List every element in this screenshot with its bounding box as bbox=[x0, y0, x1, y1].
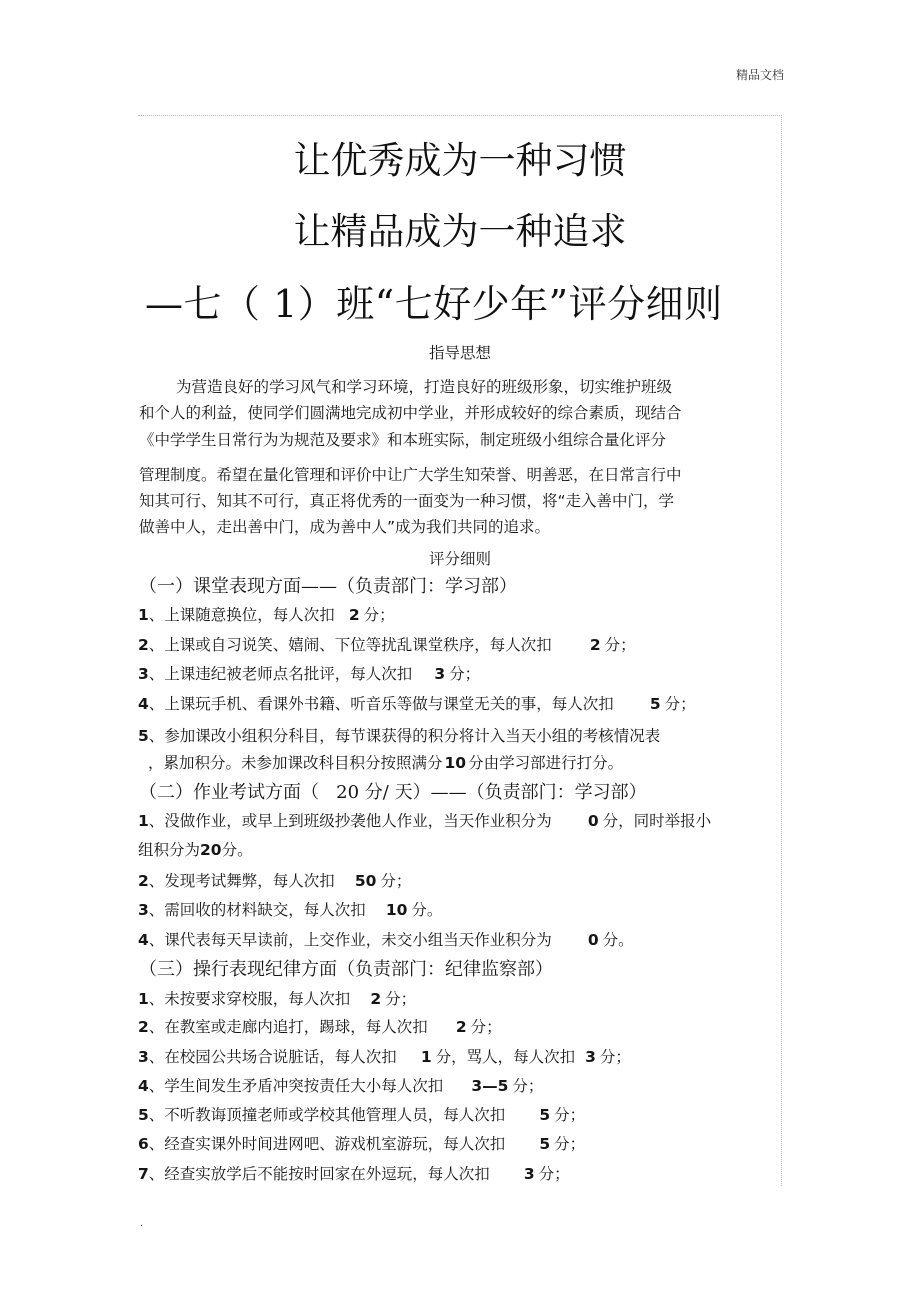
guidance-heading: 指导思想 bbox=[428, 344, 491, 362]
s1-item-4 bbox=[138, 692, 696, 714]
item-suffix: 分； bbox=[604, 636, 636, 654]
item-value: 20 bbox=[200, 841, 222, 859]
item-number: 4 bbox=[138, 1077, 149, 1095]
item-suffix: 分由学习部进行打分。 bbox=[468, 754, 624, 772]
item-value: 5 bbox=[649, 695, 661, 713]
item-value: 3—5 bbox=[471, 1077, 509, 1095]
item-text: 、在校园公共场合说脏话，每人次扣 bbox=[148, 1048, 397, 1066]
item-text: 、没做作业，或早上到班级抄袭他人作业，当天作业积分为 bbox=[148, 812, 552, 830]
footer-dot: . bbox=[140, 1218, 144, 1229]
s3-item-1 bbox=[138, 987, 416, 1009]
item-value: 2 bbox=[455, 1018, 467, 1036]
item-value: 2 bbox=[589, 636, 601, 654]
item-number: 1 bbox=[138, 606, 149, 624]
item-number: 4 bbox=[138, 931, 149, 949]
title-line-3: —七（ 1）班“七好少年”评分细则 bbox=[145, 282, 723, 326]
item-suffix: 分，骂人，每人次扣 bbox=[435, 1048, 576, 1066]
item-value-2: 3 bbox=[585, 1048, 596, 1066]
guidance-line-3: 《中学学生日常行为为规范及要求》和本班实际，制定班级小组综合量化评分 bbox=[139, 431, 667, 449]
item-suffix: 分。 bbox=[411, 901, 443, 919]
item-text: ，累加积分。未参加课改科目积分按照满分 bbox=[148, 754, 443, 772]
item-text: 、参加课改小组积分科目，每节课获得的积分将计入当天小组的考核情况表 bbox=[148, 727, 661, 745]
item-text: 、在教室或走廊内追打，踢球，每人次扣 bbox=[148, 1018, 428, 1036]
item-number: 5 bbox=[138, 727, 149, 745]
title-line-1: 让优秀成为一种习惯 bbox=[293, 139, 627, 182]
s1-item-5-continued bbox=[148, 751, 623, 773]
item-text: 、需回收的材料缺交，每人次扣 bbox=[148, 901, 366, 919]
guidance-line-6: 做善中人，走出善中门，成为善中人”成为我们共同的追求。 bbox=[139, 518, 551, 536]
s3-item-5 bbox=[138, 1103, 585, 1125]
s3-item-3 bbox=[138, 1045, 631, 1067]
s1-item-1 bbox=[138, 603, 395, 625]
item-text: 、发现考试舞弊，每人次扣 bbox=[148, 872, 335, 890]
item-value: 5 bbox=[539, 1106, 551, 1124]
section-1-title: （一）课堂表现方面——（负责部门：学习部） bbox=[139, 576, 517, 597]
item-value: 0 bbox=[587, 812, 599, 830]
item-suffix: 分； bbox=[449, 665, 481, 683]
item-value: 1 bbox=[420, 1048, 432, 1066]
s2-item-1 bbox=[138, 809, 711, 831]
item-value: 3 bbox=[434, 665, 446, 683]
title-line-2: 让精品成为一种追求 bbox=[293, 210, 627, 253]
item-number: 3 bbox=[138, 1048, 149, 1066]
s3-item-7 bbox=[138, 1162, 570, 1184]
item-text: 、上课玩手机、看课外书籍、听音乐等做与课堂无关的事，每人次扣 bbox=[148, 695, 614, 713]
item-suffix: 分； bbox=[554, 1135, 586, 1153]
item-suffix: 分； bbox=[380, 872, 412, 890]
item-suffix: 分； bbox=[385, 990, 417, 1008]
item-text: 、上课或自习说笑、嬉闹、下位等扰乱课堂秩序，每人次扣 bbox=[148, 636, 552, 654]
item-value: 10 bbox=[444, 754, 467, 772]
item-value: 2 bbox=[348, 606, 360, 624]
guidance-line-4: 管理制度。希望在量化管理和评价中让广大学生知荣誉、明善恶，在日常言行中 bbox=[139, 466, 682, 484]
item-suffix: 分； bbox=[664, 695, 696, 713]
item-suffix: 分； bbox=[538, 1165, 570, 1183]
s2-item-1-continued bbox=[138, 838, 253, 860]
item-suffix: 分； bbox=[512, 1077, 544, 1095]
s3-item-4 bbox=[138, 1074, 543, 1096]
item-text: 、上课违纪被老师点名批评，每人次扣 bbox=[148, 665, 413, 683]
s1-item-2 bbox=[138, 633, 636, 655]
item-number: 1 bbox=[138, 990, 149, 1008]
item-number: 3 bbox=[138, 901, 149, 919]
item-value: 3 bbox=[523, 1165, 535, 1183]
item-number: 3 bbox=[138, 665, 149, 683]
s3-item-6 bbox=[138, 1132, 585, 1154]
item-number: 6 bbox=[138, 1135, 149, 1153]
item-value: 0 bbox=[587, 931, 599, 949]
item-text: 、学生间发生矛盾冲突按责任大小每人次扣 bbox=[148, 1077, 444, 1095]
item-suffix: 分； bbox=[470, 1018, 502, 1036]
section-3-title: （三）操行表现纪律方面（负责部门：纪律监察部） bbox=[139, 959, 553, 980]
item-number: 2 bbox=[138, 872, 149, 890]
item-value: 2 bbox=[370, 990, 382, 1008]
item-suffix: 分； bbox=[363, 606, 395, 624]
item-suffix: 分。 bbox=[221, 841, 253, 859]
item-text: 、经查实课外时间进网吧、游戏机室游玩，每人次扣 bbox=[148, 1135, 506, 1153]
s2-item-3 bbox=[138, 898, 442, 920]
item-text: 、课代表每天早读前，上交作业，未交小组当天作业积分为 bbox=[148, 931, 552, 949]
s1-item-3 bbox=[138, 662, 480, 684]
guidance-line-5: 知其可行、知其不可行，真正将优秀的一面变为一种习惯，将“走入善中门，学 bbox=[139, 492, 675, 510]
s3-item-2 bbox=[138, 1015, 502, 1037]
item-number: 2 bbox=[138, 636, 149, 654]
item-value: 5 bbox=[539, 1135, 551, 1153]
item-number: 5 bbox=[138, 1106, 149, 1124]
section-2-title: （二）作业考试方面（ 20 分/ 天）——（负责部门：学习部） bbox=[139, 782, 647, 803]
item-number: 1 bbox=[138, 812, 149, 830]
guidance-line-2: 和个人的利益，使同学们圆满地完成初中学业，并形成较好的综合素质，现结合 bbox=[139, 404, 682, 422]
item-number: 7 bbox=[138, 1165, 149, 1183]
item-text: 、不听教诲顶撞老师或学校其他管理人员，每人次扣 bbox=[148, 1106, 506, 1124]
item-text: 、未按要求穿校服，每人次扣 bbox=[148, 990, 351, 1008]
item-number: 4 bbox=[138, 695, 149, 713]
item-suffix: 分。 bbox=[602, 931, 634, 949]
item-text: 、经查实放学后不能按时回家在外逗玩，每人次扣 bbox=[148, 1165, 490, 1183]
s1-item-5 bbox=[138, 724, 660, 746]
item-text: 组积分为 bbox=[138, 841, 201, 859]
s2-item-2 bbox=[138, 869, 411, 891]
item-text: 、上课随意换位，每人次扣 bbox=[148, 606, 335, 624]
item-value: 50 bbox=[354, 872, 377, 890]
rules-heading: 评分细则 bbox=[428, 550, 491, 568]
guidance-line-1: 为营造良好的学习风气和学习环境，打造良好的班级形象，切实维护班级 bbox=[176, 378, 673, 396]
item-number: 2 bbox=[138, 1018, 149, 1036]
item-suffix: 分，同时举报小 bbox=[602, 812, 712, 830]
header-mark: 精品文档 bbox=[736, 68, 785, 82]
item-value: 10 bbox=[385, 901, 408, 919]
item-suffix-2: 分； bbox=[599, 1048, 631, 1066]
item-suffix: 分； bbox=[554, 1106, 586, 1124]
s2-item-4 bbox=[138, 928, 634, 950]
